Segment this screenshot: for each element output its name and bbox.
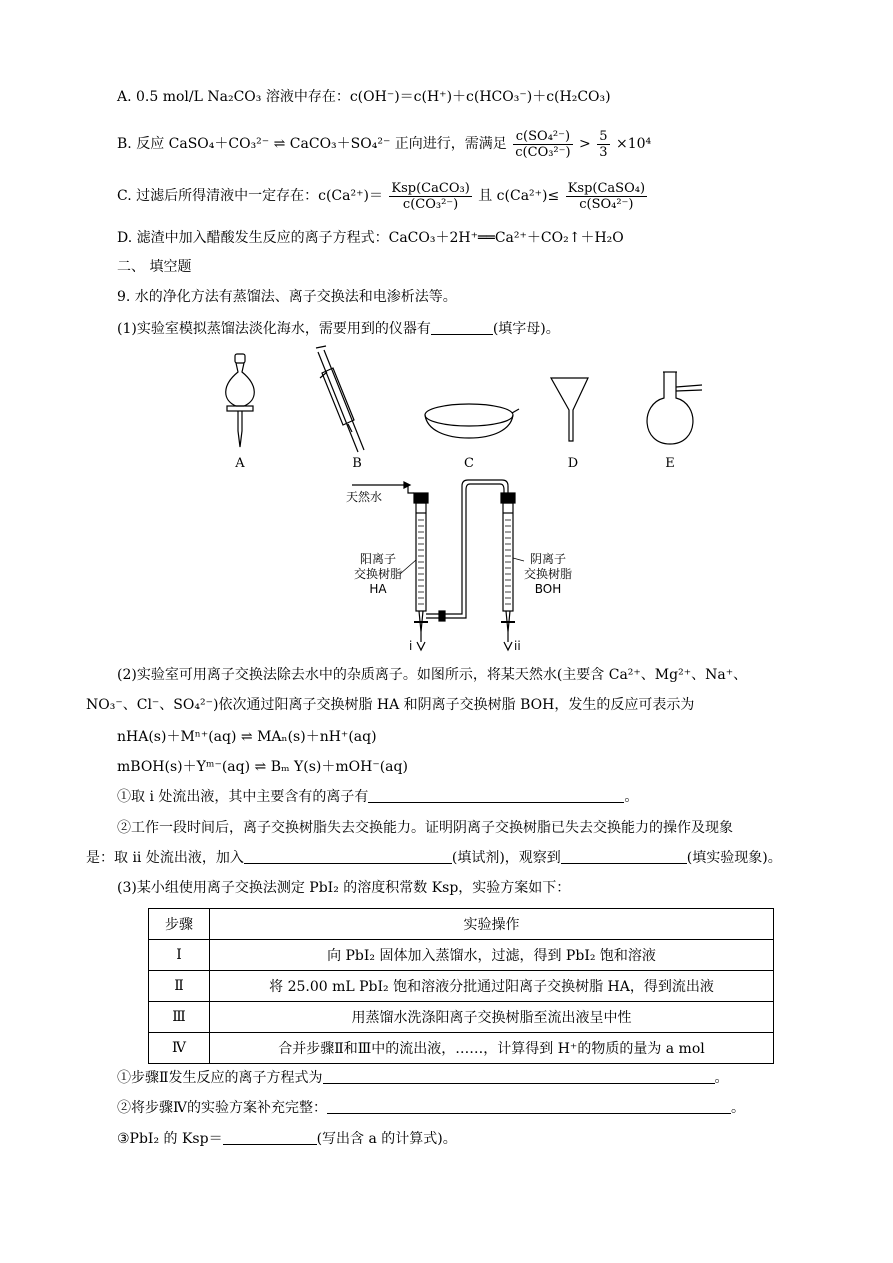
subq-1-suffix: 。 bbox=[624, 789, 639, 805]
table-row bbox=[149, 1033, 774, 1064]
fraction-denominator: c(SO₄²⁻) bbox=[579, 196, 634, 212]
outlet-ii-label: ii bbox=[514, 639, 521, 653]
answer-blank-6[interactable] bbox=[327, 1099, 731, 1114]
subq-3-1 bbox=[117, 1068, 729, 1088]
option-a: A. 0.5 mol/L Na₂CO₃ 溶液中存在：c(OH⁻)＝c(H⁺)＋c(HCO₃⁻)＋c(H₂CO₃) bbox=[117, 89, 611, 105]
subq-2-line-2 bbox=[86, 848, 782, 868]
cation-resin-label: 阳离子 bbox=[359, 552, 397, 566]
question-9-stem: 9. 水的净化方法有蒸馏法、离子交换法和电渗析法等。 bbox=[117, 289, 457, 305]
fraction-numerator: 5 bbox=[599, 128, 608, 144]
inlet-label: 天然水 bbox=[346, 490, 383, 504]
subq-3-3 bbox=[117, 1129, 457, 1149]
separatory-funnel-icon bbox=[226, 354, 255, 447]
subq-1-text: ①取 i 处流出液，其中主要含有的离子有 bbox=[117, 789, 369, 805]
subq-2-suffix: (填实验现象)。 bbox=[686, 850, 782, 866]
funnel-icon bbox=[551, 378, 588, 441]
part-1-suffix: (填字母)。 bbox=[492, 321, 560, 337]
fraction-numerator: c(SO₄²⁻) bbox=[513, 129, 572, 145]
connecting-tube bbox=[426, 480, 508, 621]
table-cell-operation: 用蒸馏水洗涤阳离子交换树脂至流出液呈中性 bbox=[210, 1002, 774, 1033]
anion-resin-formula: BOH bbox=[534, 582, 562, 596]
table-cell-step: Ⅳ bbox=[149, 1033, 210, 1064]
table-row bbox=[149, 940, 774, 971]
subq-3-2-text: ②将步骤Ⅳ的实验方案补充完整： bbox=[117, 1100, 327, 1116]
table-cell-step: Ⅲ bbox=[149, 1002, 210, 1033]
outlet-i-label: i bbox=[409, 639, 413, 653]
apparatus-label-a: A bbox=[235, 456, 245, 471]
cation-resin-formula: HA bbox=[369, 582, 387, 596]
fraction-numerator: Ksp(CaSO₄) bbox=[567, 180, 646, 196]
section-heading: 二、 填空题 bbox=[117, 259, 192, 275]
table-cell-operation: 向 PbI₂ 固体加入蒸馏水，过滤，得到 PbI₂ 饱和溶液 bbox=[210, 940, 774, 971]
answer-blank-7[interactable] bbox=[223, 1130, 317, 1145]
distillation-flask-icon bbox=[647, 372, 702, 444]
subq-3-1-text: ①步骤Ⅱ发生反应的离子方程式为 bbox=[117, 1070, 323, 1086]
fraction-denominator: c(CO₃²⁻) bbox=[402, 196, 459, 212]
equation-1: nHA(s)＋Mⁿ⁺(aq) ⇌ MAₙ(s)＋nH⁺(aq) bbox=[117, 729, 377, 745]
table-cell-step: Ⅱ bbox=[149, 971, 210, 1002]
subq-3-1-suffix: 。 bbox=[714, 1070, 729, 1086]
apparatus-label-c: C bbox=[464, 456, 474, 471]
table-row bbox=[149, 1002, 774, 1033]
option-c-text: C. 过滤后所得清液中一定存在：c(Ca²⁺)＝ bbox=[117, 188, 383, 204]
table-header-step: 步骤 bbox=[149, 909, 210, 940]
cation-column bbox=[414, 493, 428, 650]
condenser-icon bbox=[316, 346, 364, 452]
option-c-middle: 且 c(Ca²⁺)≤ bbox=[478, 188, 560, 204]
subq-3-3-text: ③PbI₂ 的 Ksp＝ bbox=[117, 1131, 223, 1147]
table-header-row bbox=[149, 909, 774, 940]
answer-blank-2[interactable] bbox=[368, 788, 624, 803]
table-header-operation: 实验操作 bbox=[210, 909, 774, 940]
part-2-line-1: (2)实验室可用离子交换法除去水中的杂质离子。如图所示，将某天然水(主要含 Ca²⁺、Mg²⁺、Na⁺、 bbox=[117, 667, 748, 683]
anion-column bbox=[501, 493, 515, 650]
fraction-numerator: Ksp(CaCO₃) bbox=[391, 180, 470, 196]
apparatus-label-b: B bbox=[352, 456, 362, 471]
procedure-table bbox=[148, 908, 774, 1064]
anion-resin-label: 阴离子 bbox=[529, 552, 567, 566]
subq-2-line-1: ②工作一段时间后，离子交换树脂失去交换能力。证明阴离子交换树脂已失去交换能力的操作及现象 bbox=[117, 820, 733, 836]
part-2-line-2: NO₃⁻、Cl⁻、SO₄²⁻)依次通过阳离子交换树脂 HA 和阴离子交换树脂 BOH，发生的反应可表示为 bbox=[86, 697, 695, 713]
apparatus-label-d: D bbox=[567, 456, 579, 471]
option-b-text: B. 反应 CaSO₄＋CO₃²⁻ ⇌ CaCO₃＋SO₄²⁻ 正向进行，需满足 bbox=[117, 136, 507, 152]
subq-3-3-suffix: (写出含 a 的计算式)。 bbox=[316, 1131, 457, 1147]
subq-2-middle: (填试剂)，观察到 bbox=[451, 850, 561, 866]
subq-3-2 bbox=[117, 1098, 745, 1118]
apparatus-label-e: E bbox=[665, 456, 675, 471]
option-b-exponent: ×10⁴ bbox=[615, 136, 652, 152]
option-d: D. 滤渣中加入醋酸发生反应的离子方程式：CaCO₃＋2H⁺══Ca²⁺＋CO₂↑＋H₂O bbox=[117, 230, 624, 246]
table-cell-step: Ⅰ bbox=[149, 940, 210, 971]
part-1-text: (1)实验室模拟蒸馏法淡化海水，需要用到的仪器有 bbox=[117, 321, 431, 337]
table-cell-operation: 合并步骤Ⅱ和Ⅲ中的流出液，……，计算得到 H⁺的物质的量为 a mol bbox=[210, 1033, 774, 1064]
answer-blank-5[interactable] bbox=[323, 1069, 715, 1084]
fraction-denominator: 3 bbox=[599, 144, 608, 160]
subq-2-text: 是：取 ii 处流出液，加入 bbox=[86, 850, 244, 866]
equation-2: mBOH(s)＋Yᵐ⁻(aq) ⇌ Bₘ Y(s)＋mOH⁻(aq) bbox=[117, 759, 408, 775]
subq-3-2-suffix: 。 bbox=[731, 1100, 745, 1116]
evaporating-dish-icon bbox=[425, 404, 519, 438]
fraction-denominator: c(CO₃²⁻) bbox=[515, 144, 571, 160]
anion-resin-label: 交换树脂 bbox=[523, 567, 573, 581]
table-cell-operation: 将 25.00 mL PbI₂ 饱和溶液分批通过阳离子交换树脂 HA，得到流出液 bbox=[210, 971, 774, 1002]
answer-blank-4[interactable] bbox=[561, 849, 687, 864]
table-row bbox=[149, 971, 774, 1002]
subq-1 bbox=[117, 787, 638, 807]
part-3: (3)某小组使用离子交换法测定 PbI₂ 的溶度积常数 Ksp，实验方案如下： bbox=[117, 880, 571, 896]
comparison-sign: > bbox=[579, 136, 591, 152]
cation-resin-label: 交换树脂 bbox=[353, 567, 403, 581]
answer-blank-3[interactable] bbox=[244, 849, 452, 864]
